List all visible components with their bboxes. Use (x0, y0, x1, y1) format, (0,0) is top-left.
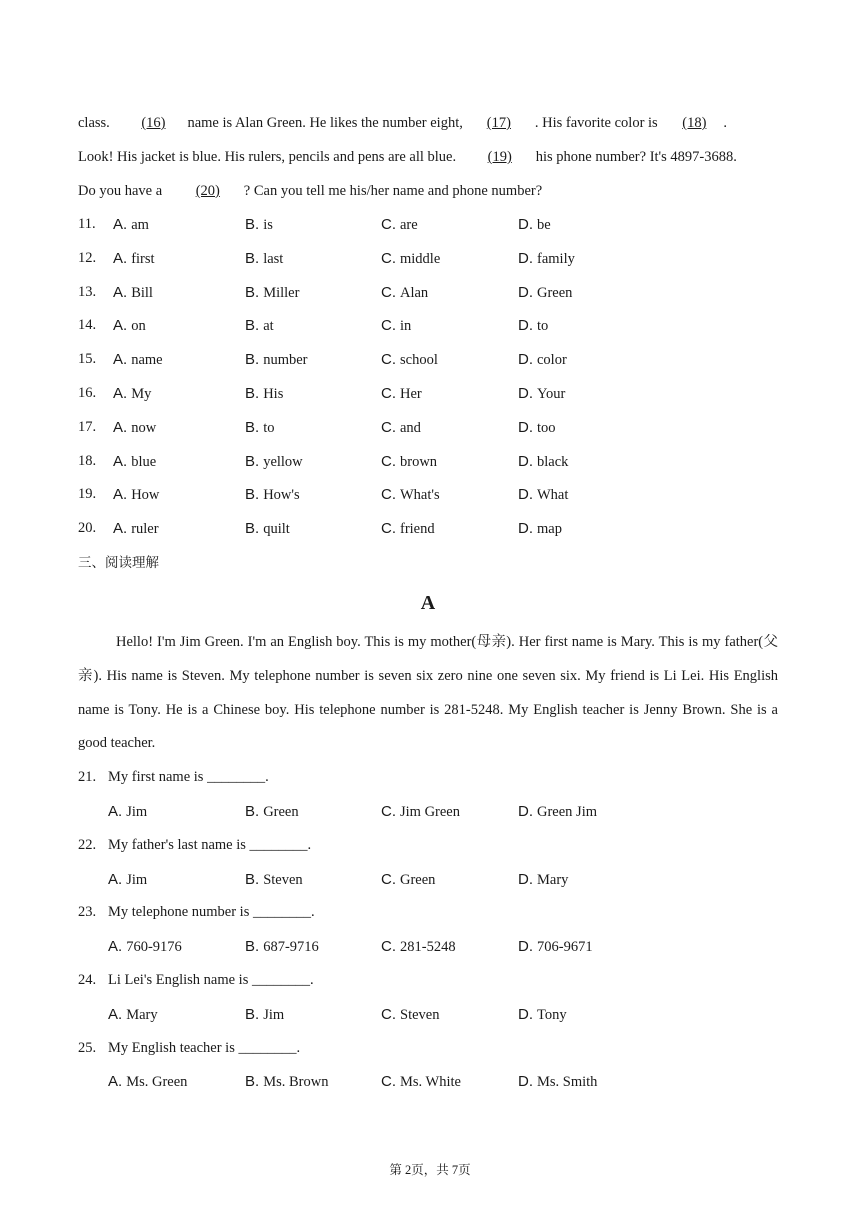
answer-option[interactable] (381, 242, 440, 277)
option-text: Alan (400, 284, 429, 301)
option-text: 687-9716 (263, 939, 319, 956)
option-text: are (400, 217, 418, 233)
option-text: school (400, 352, 438, 369)
answer-option[interactable] (113, 478, 159, 513)
option-text: Green (263, 803, 299, 820)
question-number: 14. (78, 317, 97, 334)
question-stem: My first name is ________. (108, 769, 269, 786)
question-row (78, 1032, 778, 1066)
question-number: 22. (78, 836, 97, 853)
option-letter: D. (518, 1005, 533, 1023)
answer-option[interactable] (381, 795, 460, 830)
option-letter: B. (245, 802, 260, 820)
answer-option[interactable] (245, 998, 284, 1033)
option-text: Your (537, 385, 566, 402)
option-letter: D. (518, 384, 533, 402)
option-text: Green Jim (537, 803, 597, 820)
option-text: name (131, 352, 163, 369)
option-text: 706-9671 (537, 939, 593, 956)
option-row (78, 1065, 778, 1099)
option-letter: A. (113, 216, 128, 233)
question-number: 11. (78, 216, 96, 232)
answer-option[interactable] (381, 377, 422, 412)
answer-option[interactable] (245, 478, 300, 513)
question-row (78, 761, 778, 795)
option-row (78, 863, 778, 897)
option-letter: C. (381, 317, 396, 335)
option-text: His (263, 385, 284, 402)
option-letter: D. (518, 938, 533, 956)
option-letter: D. (518, 216, 533, 233)
answer-option[interactable] (245, 309, 274, 344)
answer-option[interactable] (108, 795, 147, 830)
question-number: 21. (78, 769, 97, 786)
answer-option[interactable] (518, 242, 575, 277)
answer-option[interactable] (113, 343, 163, 378)
question-row (78, 478, 778, 512)
option-letter: B. (245, 351, 260, 369)
option-text: blue (131, 453, 157, 470)
option-letter: C. (381, 351, 396, 369)
option-letter: B. (245, 216, 260, 233)
answer-option[interactable] (108, 1065, 187, 1100)
option-letter: D. (518, 870, 533, 888)
option-text: How (131, 487, 160, 504)
cloze-question-list (78, 208, 778, 546)
answer-option[interactable] (245, 512, 290, 547)
option-text: How's (263, 487, 300, 504)
passage-text: Hello! I'm Jim Green. I'm an English boy. This is my mother(母亲). Her first name is Mary. This is my father(父亲). His name is Steven. My telephone number is seven six zero nine one seven six. My friend is Li Lei. His English name is Tony. He is a Chinese boy. His telephone number is 281-5248. My English teacher is Jenny Brown. She is a good teacher. (78, 633, 778, 752)
option-text: Ms. Brown (263, 1074, 329, 1091)
question-row (78, 411, 778, 445)
answer-option[interactable] (381, 930, 456, 965)
option-text: be (537, 217, 551, 233)
option-letter: D. (518, 520, 533, 538)
option-letter: B. (245, 870, 260, 888)
cloze-line-3 (78, 174, 778, 208)
question-row (78, 445, 778, 479)
option-letter: D. (518, 802, 533, 820)
cloze-text: . His favorite color is (534, 115, 658, 131)
question-row (78, 343, 778, 377)
answer-option[interactable] (381, 1065, 461, 1100)
question-stem: My telephone number is ________. (108, 904, 315, 921)
question-number: 24. (78, 971, 97, 988)
answer-option[interactable] (381, 309, 411, 344)
option-letter: C. (381, 216, 396, 233)
option-letter: D. (518, 452, 533, 470)
option-letter: B. (245, 249, 260, 267)
question-number: 19. (78, 486, 97, 503)
option-letter: A. (113, 317, 128, 335)
answer-option[interactable] (245, 343, 307, 378)
option-letter: D. (518, 283, 533, 301)
answer-option[interactable] (113, 208, 149, 243)
blank-17: (17) (486, 115, 511, 131)
option-text: Steven (400, 1006, 440, 1023)
option-text: and (400, 419, 421, 436)
option-text: at (263, 318, 274, 335)
question-stem: Li Lei's English name is ________. (108, 971, 314, 988)
option-letter: A. (108, 1073, 123, 1091)
option-text: too (537, 419, 556, 436)
question-number: 16. (78, 384, 97, 401)
option-letter: A. (108, 870, 123, 888)
option-text: Jim Green (400, 803, 460, 820)
answer-option[interactable] (518, 1065, 597, 1100)
option-text: Mary (126, 1006, 158, 1023)
answer-option[interactable] (518, 478, 568, 513)
option-letter: A. (113, 283, 128, 301)
option-text: Bill (131, 284, 153, 301)
option-text: What (537, 487, 569, 504)
option-text: yellow (263, 453, 303, 470)
option-letter: C. (381, 384, 396, 402)
option-letter: A. (113, 249, 128, 267)
question-row (78, 208, 778, 242)
option-letter: A. (108, 1005, 123, 1023)
option-text: Ms. Green (126, 1074, 188, 1091)
question-number: 25. (78, 1039, 97, 1056)
option-text: map (537, 521, 562, 538)
option-text: number (263, 352, 308, 369)
answer-option[interactable] (245, 1065, 328, 1100)
option-text: am (131, 217, 149, 233)
section-heading: 三、阅读理解 (78, 554, 159, 571)
blank-16: (16) (141, 115, 166, 131)
answer-option[interactable] (113, 242, 155, 277)
cloze-text: Look! His jacket is blue. His rulers, pencils and pens are all blue. (78, 149, 457, 165)
answer-option[interactable] (518, 309, 548, 344)
answer-option[interactable] (381, 998, 439, 1033)
option-text: Steven (263, 871, 303, 888)
answer-option[interactable] (108, 863, 147, 898)
question-number: 18. (78, 452, 97, 469)
option-letter: C. (381, 938, 396, 956)
option-text: Ms. Smith (537, 1074, 598, 1091)
answer-option[interactable] (245, 795, 299, 830)
answer-option[interactable] (108, 998, 158, 1033)
option-letter: C. (381, 1073, 396, 1091)
answer-option[interactable] (381, 276, 428, 311)
option-letter: D. (518, 1073, 533, 1091)
option-text: on (131, 318, 146, 335)
option-text: color (537, 352, 567, 369)
option-text: Green (400, 871, 436, 888)
option-letter: B. (245, 1073, 260, 1091)
option-text: Tony (537, 1006, 567, 1023)
option-text: Mary (537, 871, 569, 888)
cloze-line-2 (78, 140, 778, 174)
cloze-text: Do you have a (78, 183, 163, 199)
question-number: 17. (78, 418, 97, 435)
answer-option[interactable] (381, 478, 440, 513)
question-row (78, 964, 778, 998)
option-letter: A. (108, 938, 123, 956)
question-number: 13. (78, 283, 97, 300)
option-text: black (537, 453, 569, 470)
option-text: to (263, 419, 275, 436)
option-letter: C. (381, 802, 396, 820)
question-row (78, 377, 778, 411)
cloze-text: ? Can you tell me his/her name and phone number? (243, 183, 543, 199)
option-letter: A. (113, 418, 128, 436)
cloze-text: name is Alan Green. He likes the number eight, (187, 115, 463, 131)
cloze-text: class. (78, 115, 110, 131)
question-row (78, 896, 778, 930)
option-text: now (131, 419, 157, 436)
question-row (78, 309, 778, 343)
question-number: 12. (78, 249, 97, 266)
option-letter: D. (518, 317, 533, 335)
option-text: 281-5248 (400, 939, 456, 956)
option-text: first (131, 250, 155, 267)
page-footer: 第 2页，共 7页 (389, 1163, 471, 1177)
option-text: Ms. White (400, 1074, 461, 1091)
question-stem: My English teacher is ________. (108, 1039, 301, 1056)
option-letter: B. (245, 317, 260, 335)
option-text: is (263, 217, 273, 233)
answer-option[interactable] (245, 242, 283, 277)
option-text: brown (400, 453, 438, 470)
option-letter: D. (518, 418, 533, 436)
question-row (78, 242, 778, 276)
answer-option[interactable] (518, 795, 597, 830)
option-letter: C. (381, 486, 396, 504)
answer-option[interactable] (518, 930, 593, 965)
answer-option[interactable] (381, 411, 421, 446)
option-letter: B. (245, 486, 260, 504)
option-letter: C. (381, 1005, 396, 1023)
question-row (78, 276, 778, 310)
answer-option[interactable] (108, 930, 182, 965)
option-letter: C. (381, 870, 396, 888)
answer-option[interactable] (518, 208, 551, 243)
question-number: 23. (78, 904, 97, 921)
answer-option[interactable] (518, 343, 567, 378)
option-text: to (537, 318, 549, 335)
cloze-text: his phone number? It's 4897-3688. (535, 149, 737, 165)
option-text: family (537, 250, 575, 267)
question-number: 15. (78, 351, 97, 368)
answer-option[interactable] (381, 445, 437, 480)
cloze-text: . (723, 115, 727, 131)
option-letter: D. (518, 486, 533, 504)
answer-option[interactable] (518, 276, 572, 311)
option-text: My (131, 385, 152, 402)
answer-option[interactable] (113, 445, 156, 480)
option-text: Jim (126, 803, 148, 820)
answer-option[interactable] (381, 512, 435, 547)
answer-option[interactable] (113, 377, 151, 412)
answer-option[interactable] (381, 208, 418, 243)
option-letter: B. (245, 418, 260, 436)
option-text: last (263, 250, 284, 267)
option-letter: A. (108, 802, 123, 820)
option-text: Jim (126, 871, 148, 888)
option-text: What's (400, 487, 440, 504)
answer-option[interactable] (381, 863, 435, 898)
answer-option[interactable] (518, 512, 562, 547)
answer-option[interactable] (245, 445, 303, 480)
option-letter: C. (381, 249, 396, 267)
answer-option[interactable] (245, 863, 303, 898)
option-letter: A. (113, 452, 128, 470)
option-letter: A. (113, 486, 128, 504)
answer-option[interactable] (113, 309, 146, 344)
option-text: quilt (263, 521, 290, 538)
option-letter: C. (381, 418, 396, 436)
option-letter: B. (245, 283, 260, 301)
option-letter: B. (245, 452, 260, 470)
option-letter: A. (113, 384, 128, 402)
answer-option[interactable] (518, 377, 565, 412)
reading-question-list (78, 761, 778, 1099)
blank-18: (18) (682, 115, 707, 131)
option-letter: B. (245, 384, 260, 402)
option-letter: B. (245, 938, 260, 956)
option-letter: A. (113, 520, 128, 538)
question-stem: My father's last name is ________. (108, 836, 312, 853)
answer-option[interactable] (113, 411, 156, 446)
option-text: Jim (263, 1006, 285, 1023)
passage-title: A (420, 591, 436, 614)
answer-option[interactable] (245, 208, 273, 243)
option-row (78, 795, 778, 829)
question-row (78, 512, 778, 546)
answer-option[interactable] (245, 411, 274, 446)
blank-19: (19) (487, 149, 512, 165)
option-text: ruler (131, 521, 159, 538)
exam-page (78, 106, 778, 1099)
answer-option[interactable] (518, 411, 556, 446)
answer-option[interactable] (245, 377, 283, 412)
answer-option[interactable] (245, 276, 299, 311)
option-letter: D. (518, 351, 533, 369)
answer-option[interactable] (113, 512, 159, 547)
answer-option[interactable] (245, 930, 319, 965)
answer-option[interactable] (518, 998, 567, 1033)
answer-option[interactable] (518, 863, 568, 898)
option-letter: B. (245, 1005, 260, 1023)
question-row (78, 829, 778, 863)
question-number: 20. (78, 520, 97, 537)
option-letter: C. (381, 283, 396, 301)
answer-option[interactable] (518, 445, 568, 480)
answer-option[interactable] (113, 276, 153, 311)
option-text: Green (537, 284, 573, 301)
option-row (78, 998, 778, 1032)
option-text: 760-9176 (126, 939, 182, 956)
cloze-line-1 (78, 106, 778, 140)
option-text: Miller (263, 284, 300, 301)
option-letter: A. (113, 351, 128, 369)
blank-20: (20) (195, 183, 220, 199)
option-text: Her (400, 385, 422, 402)
option-row (78, 930, 778, 964)
option-letter: B. (245, 520, 260, 538)
option-letter: C. (381, 452, 396, 470)
option-text: middle (400, 250, 441, 267)
option-letter: D. (518, 249, 533, 267)
answer-option[interactable] (381, 343, 438, 378)
option-text: friend (400, 521, 435, 538)
option-text: in (400, 318, 412, 335)
option-letter: C. (381, 520, 396, 538)
